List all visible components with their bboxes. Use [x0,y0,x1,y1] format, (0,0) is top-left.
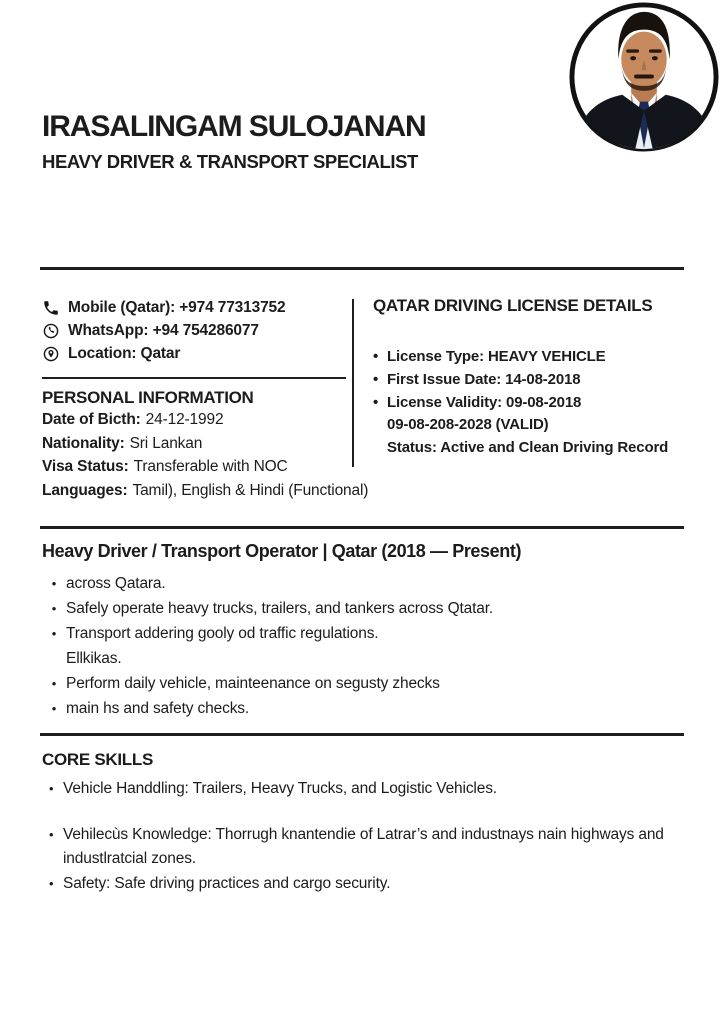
experience-text: Ellkikas. [66,650,122,667]
field-value: Transferable with NOC [133,458,288,475]
personal-info-field [42,455,352,479]
skill-text: Vehilecùs Knowledge: Thorrugh knantendie of Latrar’s and industnays nain highways and industlratcial zones. [63,825,664,867]
info-columns [42,296,684,502]
license-list [373,346,668,460]
divider-experience [40,526,684,529]
experience-item [42,696,684,721]
divider-top [40,267,684,270]
divider-skills [40,733,684,736]
core-skills-list [42,777,684,896]
field-label: Visa Status: [42,458,129,475]
license-item [373,369,668,392]
experience-item [42,671,684,696]
phone-icon [42,299,60,317]
bullet-dot: • [51,576,57,591]
experience-item [42,621,684,646]
contact-text: WhatsApp: +94 754286077 [68,322,259,339]
field-value: Tamil), English & Hindi (Functional) [132,481,369,499]
personal-info-heading: PERSONAL INFORMATION [42,388,254,407]
experience-text: Transport addering gooly od traffic regulations. [66,625,379,642]
location-icon [42,345,60,363]
bullet-dot: • [373,393,379,411]
contact-item-location [42,342,352,365]
field-label: Nationality: [42,434,125,452]
profile-photo-image [565,0,723,154]
bullet-dot: • [49,875,54,891]
license-item-continuation [373,414,668,437]
license-text: Status: Active and Clean Driving Record [387,439,669,457]
divider-personal [42,377,346,379]
column-divider [352,299,354,467]
field-label: Date of Bicth: [42,411,141,428]
license-column [352,296,668,460]
bullet-dot: • [51,701,57,716]
field-value: 24-12-1992 [145,411,224,428]
license-text: License Type: HEAVY VEHICLE [387,348,606,365]
contact-list [42,296,352,365]
experience-item-continuation [42,646,684,671]
license-item [373,392,668,415]
contact-personal-column [42,296,369,502]
contact-item-whatsapp [42,319,352,342]
profile-photo [565,0,723,154]
experience-item [42,571,684,596]
experience-section [42,541,684,721]
experience-text: Perform daily vehicle, mainteenance on segusty zhecks [66,675,440,692]
core-skills-heading: CORE SKILLS [42,750,153,769]
license-text: License Validity: 09-08-2018 [387,393,582,411]
field-value: Sri Lankan [129,434,203,452]
personal-info-fields [42,408,369,502]
contact-item-mobile [42,296,352,319]
candidate-name: IRASALINGAM SULOJANAN [42,110,426,143]
license-item-continuation [373,437,668,460]
skill-text: Vehicle Handdling: Trailers, Heavy Trucks, and Logistic Vehicles. [63,780,497,797]
bullet-dot: • [49,781,54,796]
bullet-dot: • [373,370,379,388]
experience-heading: Heavy Driver / Transport Operator | Qatar (2018 — Present) [42,541,522,561]
field-label: Languages: [42,481,128,499]
whatsapp-icon [42,322,60,340]
contact-text: Location: Qatar [68,345,181,362]
bullet-dot: • [51,626,57,641]
bullet-dot: • [51,601,57,616]
experience-item [42,596,684,621]
header [0,0,724,239]
experience-text: Safely operate heavy trucks, trailers, and tankers across Qtatar. [66,600,494,617]
skill-item [42,777,684,802]
candidate-title: HEAVY DRIVER & TRANSPORT SPECIALIST [42,151,418,172]
license-item [373,346,668,369]
bullet-dot: • [49,826,54,842]
bullet-dot: • [373,348,379,365]
experience-text: main hs and safety checks. [66,700,250,717]
experience-list [42,571,684,721]
personal-info-field [42,408,352,432]
license-heading: QATAR DRIVING LICENSE DETAILS [373,296,653,315]
personal-info-field [42,479,369,503]
experience-text: across Qatara. [66,575,166,592]
license-text: First Issue Date: 14-08-2018 [387,370,581,388]
contact-text: Mobile (Qatar): +974 77313752 [68,299,286,316]
bullet-dot: • [51,676,57,691]
skill-item [42,872,684,897]
core-skills-section [42,750,684,896]
skill-text: Safety: Safe driving practices and cargo security. [63,874,391,892]
license-text: 09-08-208-2028 (VALID) [387,416,549,434]
skill-item [42,823,684,872]
personal-info-field [42,432,352,456]
